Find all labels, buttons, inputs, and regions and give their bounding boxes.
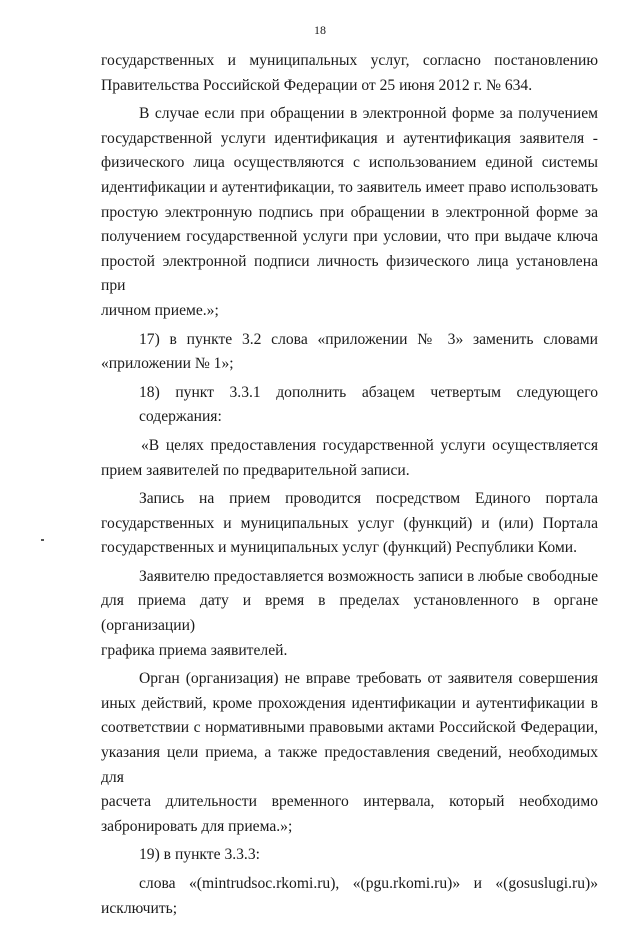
paragraph-p5: [101, 487, 598, 561]
text-line: 19) в пункте 3.3.3:: [139, 846, 260, 864]
text-line: Запись на прием проводится посредством Единого портала: [139, 490, 598, 508]
text-line: государственных и муниципальных услуг (функций) и (или) Портала: [101, 514, 598, 532]
paragraph-p2: [101, 328, 598, 377]
text-line: личном приеме.»;: [101, 301, 219, 319]
text-line: получением государственной услуги при условии, что при выдаче ключа: [101, 228, 598, 246]
paragraph-p0: [101, 49, 598, 98]
text-line: простой электронной подписи личность физического лица установлена при: [101, 252, 598, 295]
paragraph-p1: [101, 102, 598, 323]
text-line: иных действий, кроме прохождения идентификации и аутентификации в: [101, 694, 598, 712]
text-line: слова «(mintrudsoc.rkomi.ru), «(pgu.rkomi.ru)» и «(gosuslugi.ru)»: [139, 875, 598, 892]
paragraph-p9: [101, 872, 598, 921]
paragraph-p8: [101, 843, 598, 868]
text-line: прием заявителей по предварительной записи.: [101, 461, 410, 479]
text-line: Правительства Российской Федерации от 25 июня 2012 г. № 634.: [101, 76, 533, 94]
text-line: забронировать для приема.»;: [101, 817, 293, 835]
text-line: «В целях предоставления государственной услуги осуществляется: [141, 436, 598, 454]
text-line: государственных и муниципальных услуг (функций) Республики Коми.: [101, 539, 577, 557]
text-line: Заявителю предоставляется возможность записи в любые свободные: [139, 567, 598, 585]
paragraph-p7: [101, 667, 598, 839]
text-line: Орган (организация) не вправе требовать от заявителя совершения: [139, 670, 598, 688]
text-line: 17) в пункте 3.2 слова «приложении № 3» заменить словами: [139, 330, 598, 348]
text-line: 18) пункт 3.3.1 дополнить абзацем четвертым следующего содержания:: [139, 383, 598, 426]
text-line: соответствии с нормативными правовыми актами Российской Федерации,: [101, 719, 598, 737]
text-line: указания цели приема, а также предоставления сведений, необходимых для: [101, 744, 598, 786]
paragraph-p3: [101, 381, 598, 430]
margin-mark: [41, 539, 44, 541]
page-number: 18: [314, 23, 326, 37]
text-line: В случае если при обращении в электронной форме за получением: [139, 105, 598, 123]
text-line: расчета длительности временного интервала, который необходимо: [101, 793, 598, 811]
text-line: для приема дату и время в пределах установленного в органе (организации): [101, 592, 598, 635]
text-line: физического лица осуществляются с использованием единой системы: [101, 154, 598, 172]
text-line: государственной услуги идентификация и аутентификация заявителя -: [101, 129, 598, 147]
text-line: графика приема заявителей.: [101, 641, 288, 659]
text-line: исключить;: [101, 899, 178, 917]
text-line: простую электронную подпись при обращении в электронной форме за: [101, 203, 598, 221]
paragraph-p6: [101, 565, 598, 663]
paragraph-p4: [101, 434, 598, 483]
text-line: государственных и муниципальных услуг, согласно постановлению: [101, 52, 598, 69]
text-line: идентификации и аутентификации, то заявитель имеет право использовать: [101, 178, 598, 196]
document-body: [101, 49, 598, 925]
text-line: «приложении № 1»;: [101, 355, 234, 373]
